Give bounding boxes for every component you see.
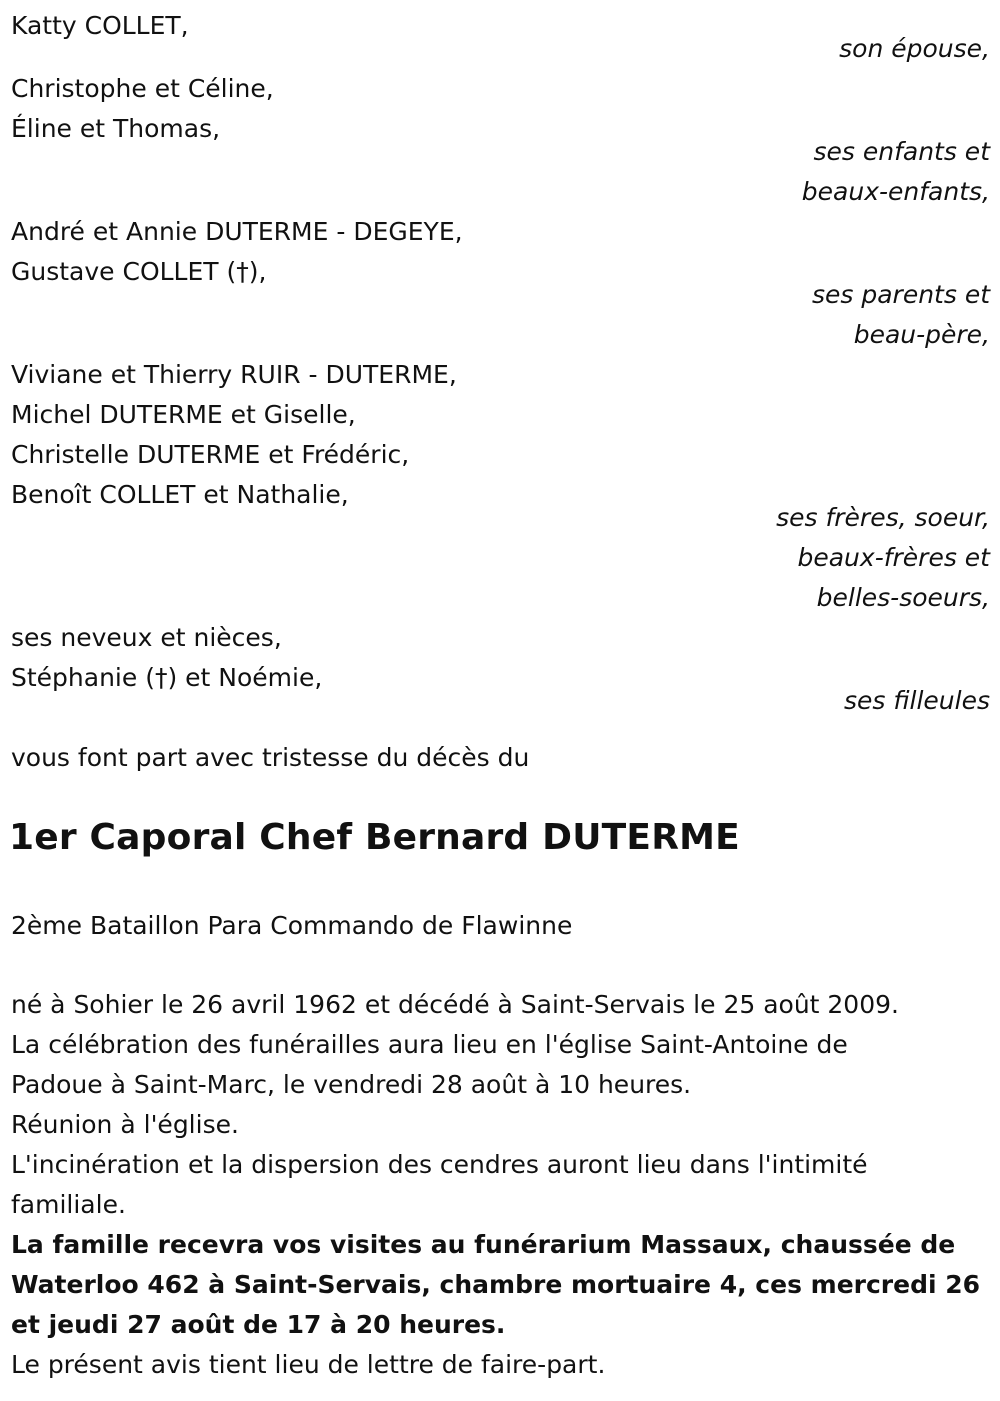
children-role-2: beaux-enfants, [801, 177, 990, 206]
sibling-line-3: Christelle DUTERME et Frédéric, [11, 440, 410, 469]
sibling-line-1: Viviane et Thierry RUIR - DUTERME, [11, 360, 457, 389]
spouse-role: son épouse, [839, 34, 990, 63]
detail-line-1: né à Sohier le 26 avril 1962 et décédé à Saint-Servais le 25 août 2009. [11, 990, 899, 1019]
child-line-1: Christophe et Céline, [11, 74, 274, 103]
detail-line-5: L'incinération et la dispersion des cendres auront lieu dans l'intimité [11, 1150, 868, 1179]
visits-line-3: et jeudi 27 août de 17 à 20 heures. [11, 1310, 506, 1339]
nephews-line: ses neveux et nièces, [11, 623, 282, 652]
spouse-name: Katty COLLET, [11, 11, 189, 40]
children-role-1: ses enfants et [813, 137, 990, 166]
announcement-text: vous font part avec tristesse du décès du [11, 743, 530, 772]
detail-line-6: familiale. [11, 1190, 126, 1219]
visits-line-1: La famille recevra vos visites au funérarium Massaux, chaussée de [11, 1230, 956, 1259]
goddaughters-role: ses filleules [844, 686, 990, 715]
parents-role-1: ses parents et [811, 280, 990, 309]
detail-line-3: Padoue à Saint-Marc, le vendredi 28 août à 10 heures. [11, 1070, 692, 1099]
parent-line-2: Gustave COLLET (†), [11, 257, 267, 286]
child-line-2: Éline et Thomas, [11, 114, 221, 143]
unit-text: 2ème Bataillon Para Commando de Flawinne [11, 911, 573, 940]
goddaughters-line: Stéphanie (†) et Noémie, [11, 663, 323, 692]
parent-line-1: André et Annie DUTERME - DEGEYE, [11, 217, 463, 246]
detail-line-2: La célébration des funérailles aura lieu en l'église Saint-Antoine de [11, 1030, 848, 1059]
sibling-line-2: Michel DUTERME et Giselle, [11, 400, 356, 429]
siblings-role-1: ses frères, soeur, [776, 503, 990, 532]
closing-text: Le présent avis tient lieu de lettre de faire-part. [11, 1350, 606, 1379]
detail-line-4: Réunion à l'église. [11, 1110, 239, 1139]
visits-line-2: Waterloo 462 à Saint-Servais, chambre mortuaire 4, ces mercredi 26 [11, 1270, 981, 1299]
sibling-line-4: Benoît COLLET et Nathalie, [11, 480, 349, 509]
deceased-name: 1er Caporal Chef Bernard DUTERME [9, 817, 740, 858]
parents-role-2: beau-père, [853, 320, 990, 349]
siblings-role-3: belles-soeurs, [816, 583, 990, 612]
siblings-role-2: beaux-frères et [797, 543, 990, 572]
